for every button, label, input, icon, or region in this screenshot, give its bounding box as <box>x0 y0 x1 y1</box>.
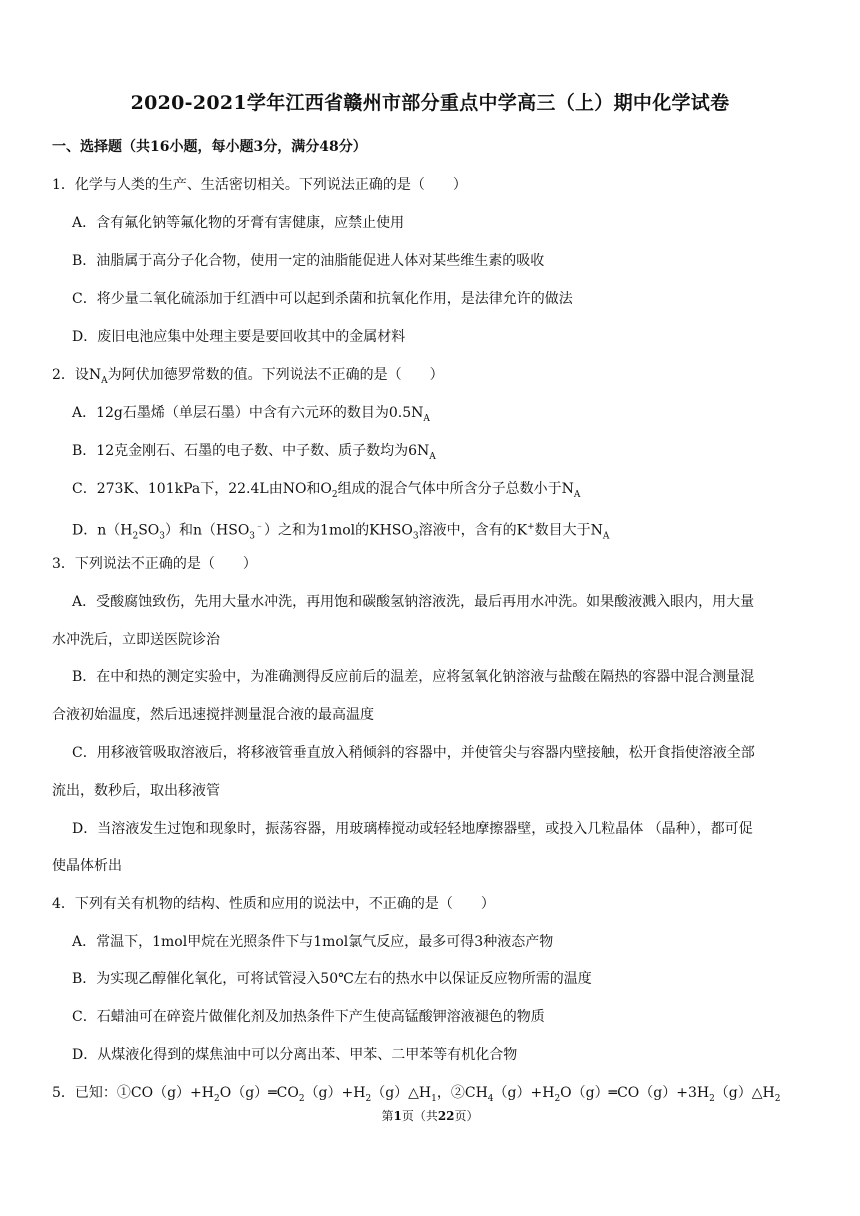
text: B．12克金刚石、石墨的电子数、中子数、质子数均为6N <box>72 443 430 459</box>
subscript: 2 <box>774 1093 781 1104</box>
subscript: 2 <box>132 531 139 542</box>
subscript: A <box>429 451 436 462</box>
text: （g）△H <box>371 1085 432 1101</box>
question-5-stem <box>52 1083 780 1109</box>
exam-title: 2020-2021学年江西省赣州市部分重点中学高三（上）期中化学试卷 <box>130 92 730 114</box>
subscript: 3 <box>412 531 419 542</box>
text: 数目大于N <box>534 522 603 539</box>
text: （g）+H <box>493 1085 555 1101</box>
subscript: 3 <box>159 531 165 542</box>
page-total: 22 <box>437 1109 455 1123</box>
subscript: A <box>573 489 581 500</box>
question-2-stem <box>52 365 444 391</box>
page-number: 1 <box>393 1109 402 1123</box>
subscript: 2 <box>365 1093 372 1104</box>
question-4-option-d: D．从煤液化得到的煤焦油中可以分离出苯、甲苯、二甲苯等有机化合物 <box>72 1047 518 1063</box>
text: 组成的混合气体中所含分子总数小于N <box>337 481 574 497</box>
subscript: 2 <box>214 1093 220 1104</box>
superscript: ﹣ <box>255 522 265 532</box>
subscript: 4 <box>487 1093 494 1104</box>
text: CO（g）+3H <box>617 1085 710 1101</box>
subscript: 2 <box>709 1093 715 1104</box>
question-3-option-b-cont: 合液初始温度，然后迅速搅拌测量混合液的最高温度 <box>52 707 374 723</box>
question-3-option-d-cont: 使晶体析出 <box>52 858 122 874</box>
section-heading: 一、选择题（共16小题，每小题3分，满分48分） <box>52 139 367 155</box>
text: 5．已知：①CO（g）+H <box>52 1085 214 1101</box>
subscript: A <box>602 531 610 542</box>
subscript: 2 <box>331 489 338 500</box>
text: O（g） <box>560 1085 609 1101</box>
question-3-option-c: C．用移液管吸取溶液后，将移液管垂直放入稍倾斜的容器中，并使管尖与容器内壁接触，松开食指使溶液全部 <box>72 745 755 761</box>
question-2-option-a <box>72 403 430 429</box>
subscript: 2 <box>554 1093 561 1104</box>
equals-sign: ═ <box>608 1085 618 1101</box>
equals-sign: ═ <box>268 1085 277 1101</box>
subscript: 2 <box>298 1093 305 1104</box>
question-1-option-b: B．油脂属于高分子化合物，使用一定的油脂能促进人体对某些维生素的吸收 <box>72 253 545 269</box>
text: 2．设N <box>52 367 102 383</box>
question-4-option-a: A．常温下，1mol甲烷在光照条件下与1mol氯气反应，最多可得3种液态产物 <box>72 934 554 950</box>
subscript: A <box>101 375 108 386</box>
footer-text: 页） <box>454 1109 479 1123</box>
text: A．12g石墨烯（单层石墨）中含有六元环的数目为0.5N <box>72 405 424 421</box>
text: ，②CH <box>436 1085 488 1101</box>
subscript: 3 <box>249 531 256 542</box>
text: D．n（H <box>72 522 133 539</box>
subscript: 1 <box>431 1093 437 1104</box>
text: ）之和为1mol的KHSO <box>264 522 413 539</box>
text: CO <box>276 1085 299 1101</box>
text: O（g） <box>219 1085 269 1101</box>
question-1-option-c: C．将少量二氧化硫添加于红酒中可以起到杀菌和抗氧化作用，是法律允许的做法 <box>72 291 573 307</box>
question-4-option-c: C．石蜡油可在碎瓷片做催化剂及加热条件下产生使高锰酸钾溶液褪色的物质 <box>72 1009 545 1025</box>
question-3-option-d: D．当溶液发生过饱和现象时，振荡容器，用玻璃棒搅动或轻轻地摩擦器壁，或投入几粒晶体 （晶种），都可促 <box>72 821 753 837</box>
text: ）和n（HSO <box>165 522 250 539</box>
question-2-option-d <box>72 517 609 546</box>
superscript: + <box>527 522 535 532</box>
question-3-option-c-cont: 流出，数秒后，取出移液管 <box>52 783 220 799</box>
text: C．273K、101kPa下，22.4L由NO和O <box>72 481 332 497</box>
question-2-option-b <box>72 441 436 467</box>
text: （g）△H <box>714 1085 775 1101</box>
question-2-option-c <box>72 479 580 505</box>
question-3-option-a-cont: 水冲洗后，立即送医院诊治 <box>52 632 220 648</box>
question-4-stem: 4．下列有关有机物的结构、性质和应用的说法中，不正确的是（ ） <box>52 896 495 912</box>
text: 溶液中，含有的K <box>418 522 528 539</box>
subscript: A <box>423 413 430 424</box>
question-1-option-a: A．含有氟化钠等氟化物的牙膏有害健康，应禁止使用 <box>72 215 405 231</box>
text: SO <box>138 522 160 539</box>
question-3-option-b: B．在中和热的测定实验中，为准确测得反应前后的温差，应将氢氧化钠溶液与盐酸在隔热的容器中混合测量混 <box>72 669 755 685</box>
question-1-option-d: D．废旧电池应集中处理主要是要回收其中的金属材料 <box>72 329 406 345</box>
question-3-stem: 3．下列说法不正确的是（ ） <box>52 556 257 572</box>
text: 为阿伏加德罗常数的值。下列说法不正确的是（ ） <box>107 367 444 383</box>
question-1-stem: 1．化学与人类的生产、生活密切相关。下列说法正确的是（ ） <box>52 177 467 193</box>
question-4-option-b: B．为实现乙醇催化氧化，可将试管浸入50℃左右的热水中以保证反应物所需的温度 <box>72 971 592 987</box>
text: （g）+H <box>304 1085 366 1101</box>
question-3-option-a: A．受酸腐蚀致伤，先用大量水冲洗，再用饱和碳酸氢钠溶液洗，最后再用水冲洗。如果酸液溅入眼内，用大量 <box>72 594 755 610</box>
footer-text: 页（共 <box>401 1109 438 1123</box>
page-footer <box>0 1107 860 1124</box>
footer-text: 第 <box>381 1109 394 1123</box>
